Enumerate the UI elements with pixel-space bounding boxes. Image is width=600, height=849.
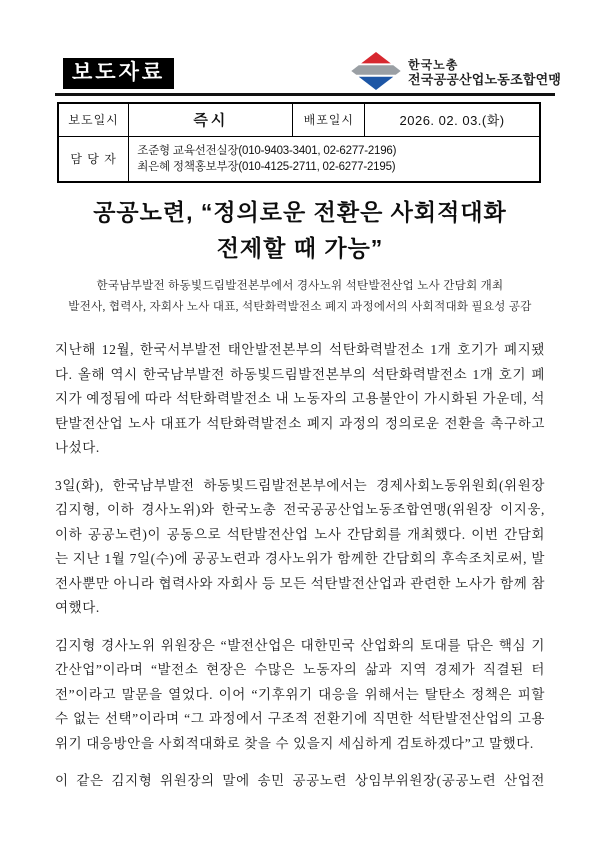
body-paragraph-4-truncated: 이 같은 김지형 위원장의 말에 송민 공공노련 상임부위원장(공공노련 산업전 [55,773,545,788]
release-date-value: 즉시 [129,103,293,136]
headline [30,194,570,266]
organization-name-line1: 한국노총 [408,58,459,73]
subhead-line2: 발전사, 협력사, 자회사 노사 대표, 석탄화력발전소 폐지 과정에서의 사회적대화 필요성 공감 [68,301,532,313]
subhead-line1: 한국남부발전 하동빛드림발전본부에서 경사노위 석탄발전산업 노사 간담회 개최 [96,280,504,292]
body-paragraph-1: 지난해 12월, 한국서부발전 태안발전본부의 석탄화력발전소 1개 호기가 폐지됐다. 올해 역시 한국남부발전 하동빛드림발전본부의 석탄화력발전소 1개 호기 폐지가 예정됨에 따라 석탄화력발전소 내 노동자의 고용불안이 가시화된 가운데, 석탄발전산업 노사 대표가 석탄화력발전소 폐지 과정의 정의로운 전환을 촉구하고 나섰다. [55,342,545,455]
distribution-date-value: 2026. 02. 03.(화) [365,103,540,136]
header-divider-rule [55,93,555,96]
organization-name-line2: 전국공공산업노동조합연맹 [408,71,562,87]
fktu-diamond-icon [351,52,401,95]
contact-person-1: 조준형 교육선전실장(010-9403-3401, 02-6277-2196) [137,144,397,157]
body-paragraph-2: 3일(화), 한국남부발전 하동빛드림발전본부에서는 경제사회노동위원회(위원장 김지형, 이하 경사노위)와 한국노총 전국공공산업노동조합연맹(위원장 이지웅, 이하 공공노련)이 공동으로 석탄발전산업 노사 간담회를 개최했다. 이번 간담회는 지난 1월 7일(수)에 공공노련과 경사노위가 함께한 간담회의 후속조치로써, 발전사뿐만 아니라 협력사와 자회사 등 모든 석탄발전산업과 관련한 노사가 함께 참여했다. [55,477,545,615]
subhead [30,276,570,318]
contact-persons [129,136,540,182]
contact-label: 담 당 자 [58,136,129,182]
body-paragraph-3: 김지형 경사노위 위원장은 “발전산업은 대한민국 산업화의 토대를 닦은 핵심 기간산업”이라며 “발전소 현장은 수많은 노동자의 삶과 지역 경제가 직결된 터전”이라고 말문을 열었다. 이어 “기후위기 대응을 위해서는 탈탄소 정책은 피할 수 없는 선택”이라며 “그 과정에서 구조적 전환기에 직면한 석탄발전산업의 고용위기 대응방안을 사회적대화로 찾을 수 있을지 세심하게 검토하겠다”고 말했다. [55,637,545,751]
article-body [55,338,545,807]
distribution-date-label: 배포일시 [293,103,365,136]
organization-name [408,59,561,88]
release-date-label: 보도일시 [58,103,129,136]
release-info-table [57,102,541,183]
headline-line1: 공공노련, “정의로운 전환은 사회적대화 [93,199,507,225]
contact-person-2: 최은혜 정책홍보부장(010-4125-2711, 02-6277-2195) [137,160,396,173]
release-date-row [58,103,540,136]
contact-row [58,136,540,182]
organization-logo [351,52,561,95]
press-release-badge: 보도자료 [63,58,174,89]
headline-line2: 전제할 때 가능” [216,235,384,261]
